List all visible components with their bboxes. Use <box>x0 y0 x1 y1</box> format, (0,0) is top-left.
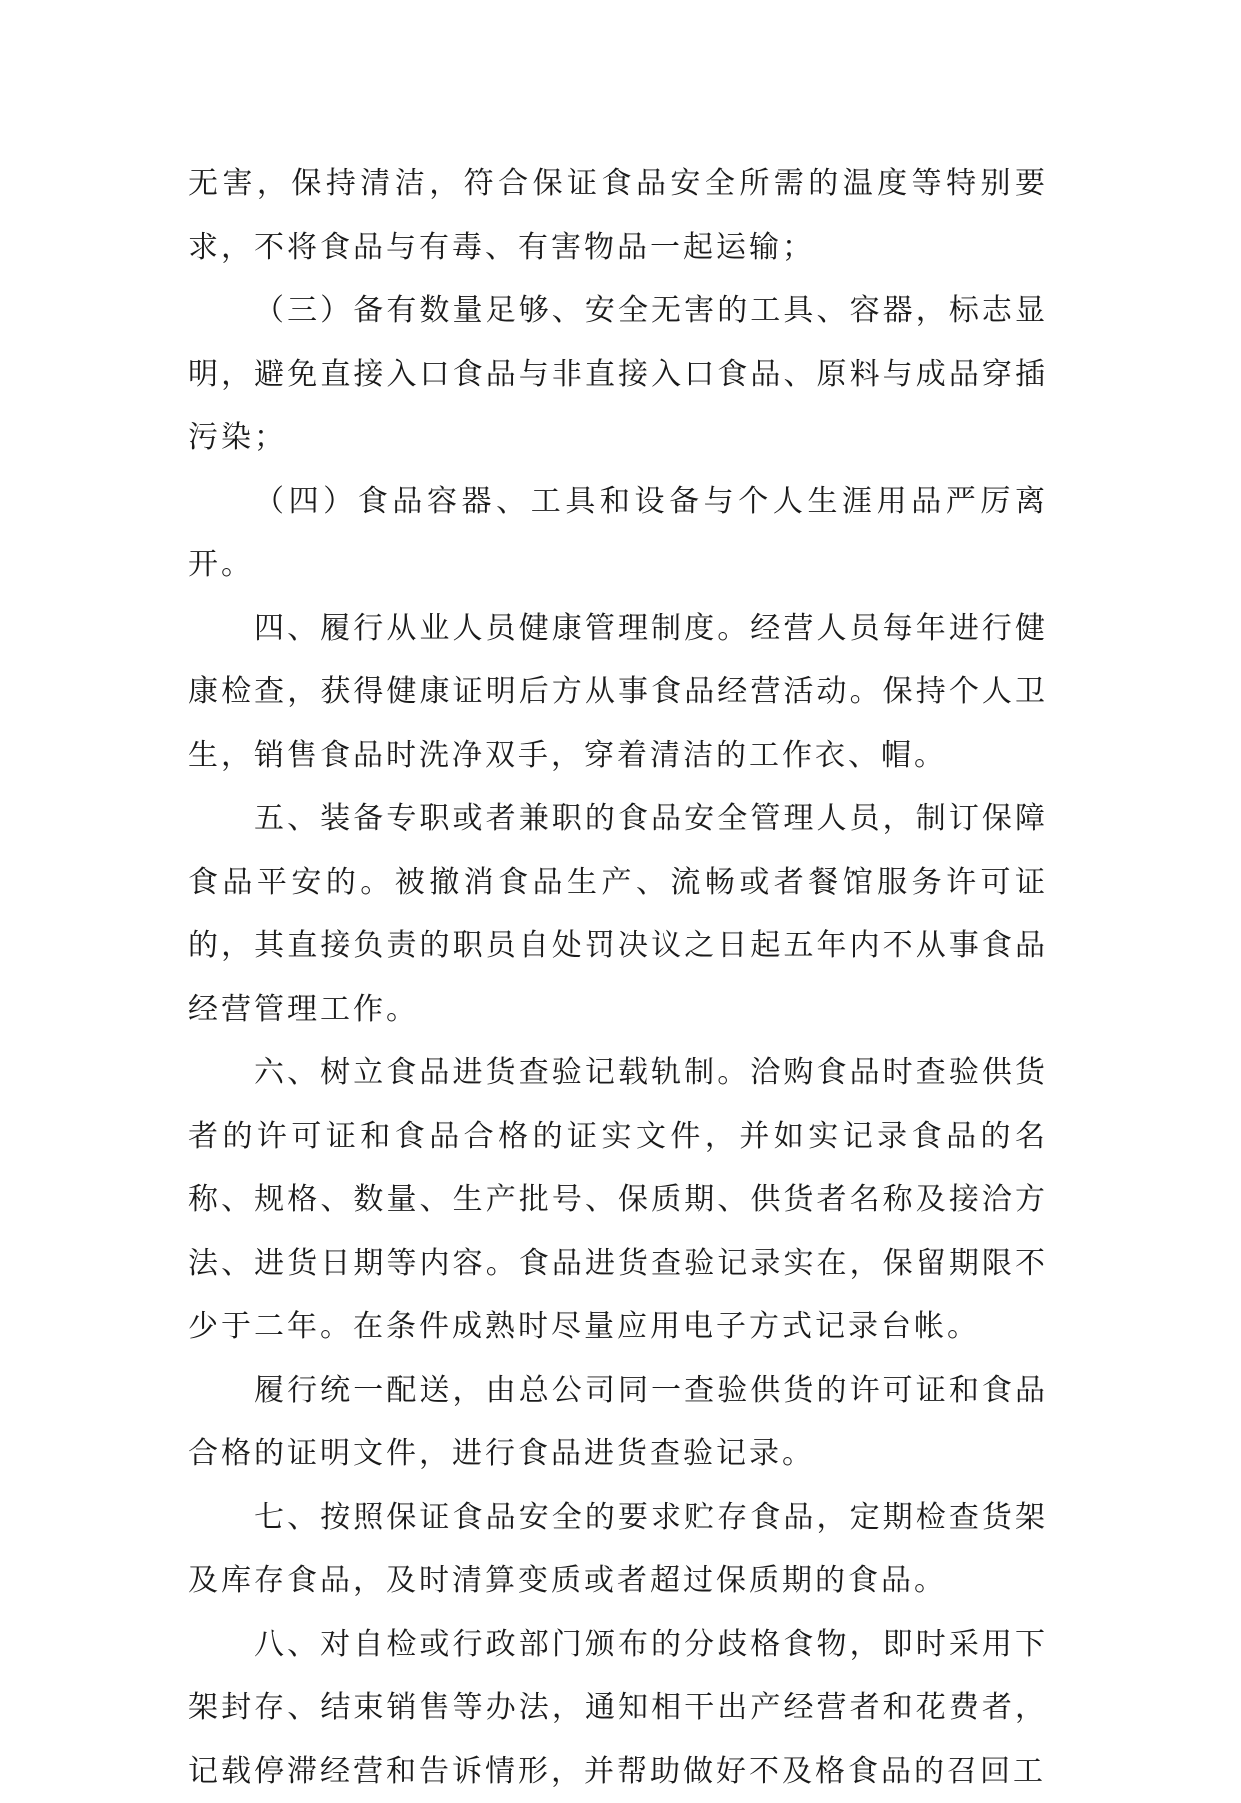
paragraph-section-4: 四、履行从业人员健康管理制度。经营人员每年进行健康检查，获得健康证明后方从事食品经营活动。保持个人卫生，销售食品时洗净双手，穿着清洁的工作衣、帽。 <box>188 597 1048 788</box>
paragraph-section-7: 七、按照保证食品安全的要求贮存食品，定期检查货架及库存食品，及时清算变质或者超过保质期的食品。 <box>188 1486 1048 1613</box>
paragraph-section-6: 六、树立食品进货查验记载轨制。洽购食品时查验供货者的许可证和食品合格的证实文件，并如实记录食品的名称、规格、数量、生产批号、保质期、供货者名称及接洽方法、进货日期等内容。食品进货查验记录实在，保留期限不少于二年。在条件成熟时尽量应用电子方式记录台帐。 <box>188 1041 1048 1359</box>
paragraph-section-5: 五、装备专职或者兼职的食品安全管理人员，制订保障食品平安的。被撤消食品生产、流畅或者餐馆服务许可证的，其直接负责的职员自处罚决议之日起五年内不从事食品经营管理工作。 <box>188 787 1048 1041</box>
paragraph-unified-delivery: 履行统一配送，由总公司同一查验供货的许可证和食品合格的证明文件，进行食品进货查验记录。 <box>188 1359 1048 1486</box>
paragraph-item-4: （四）食品容器、工具和设备与个人生涯用品严厉离开。 <box>188 470 1048 597</box>
paragraph-item-3: （三）备有数量足够、安全无害的工具、容器，标志显明，避免直接入口食品与非直接入口食品、原料与成品穿插污染； <box>188 279 1048 470</box>
paragraph-continuation: 无害，保持清洁，符合保证食品安全所需的温度等特别要求，不将食品与有毒、有害物品一起运输； <box>188 152 1048 279</box>
paragraph-section-8: 八、对自检或行政部门颁布的分歧格食物，即时采用下架封存、结束销售等办法，通知相干出产经营者和花费者，记载停滞经营和告诉情形，并帮助做好不及格食品的召回工 <box>188 1613 1048 1803</box>
document-body <box>188 152 1048 1803</box>
